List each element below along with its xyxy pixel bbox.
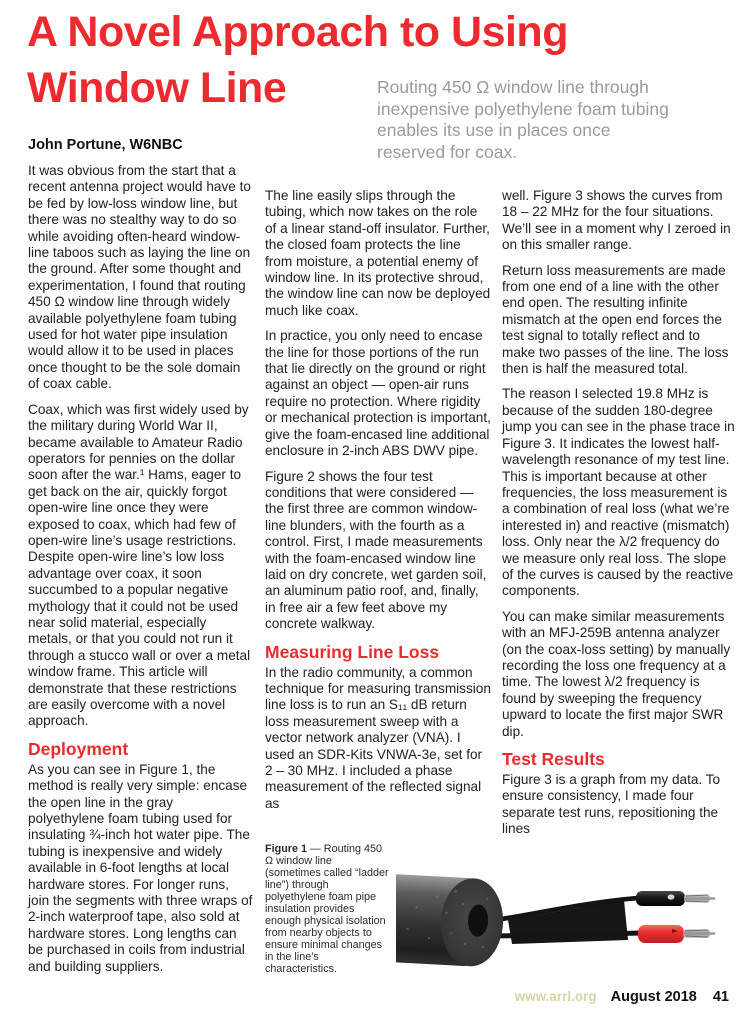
article-column-2 <box>265 188 491 821</box>
paragraph: Coax, which was first widely used by the military during World War II, became available to Amateur Radio operators for pennies on the dollar soon after the war.¹ Hams, eager to get back on the air, quickly forgot open-wire line once they were exposed to coax, which had few of open-wire line’s usage restrictions. Despite open-wire line’s low loss advantage over coax, it soon succumbed to a popular negative mythology that it could not be used near solid material, especially metals, or that you could not run it through a stucco wall or over a metal window frame. This article will demonstrate that these restrictions are easily overcome with a novel approach. <box>28 401 251 729</box>
section-heading-test-results: Test Results <box>502 749 605 769</box>
footer-page-number: 41 <box>712 989 729 1005</box>
article-column-1 <box>28 163 253 984</box>
paragraph: The line easily slips through the tubing, which now takes on the role of a linear stand-off insulator. Further, the closed foam protects the line from moisture, a potential enemy of window line. In its protective shroud, the window line can now be deployed much like coax. <box>265 188 491 318</box>
paragraph: It was obvious from the start that a recent antenna project would have to be fed by low-loss window line, but there was no stealthy way to do so while avoiding often-heard window-line taboos such as laying the line on the ground. After some thought and experimentation, I found that routing 450 Ω window line through widely available polyethylene foam tubing used for hot water pipe insulation would allow it to be used in places once thought to be the sole domain of coax cable. <box>28 163 251 392</box>
section-heading-measuring-line-loss: Measuring Line Loss <box>265 641 440 662</box>
paragraph: In the radio community, a common technique for measuring transmission line loss is to run an S₁₁ dB return loss measurement sweep with a vector network analyzer (VNA). I used an SDR-Kits VNWA-3e, set for 2 – 30 MHz. I included a phase measurement of the reflected signal as <box>265 664 491 811</box>
paragraph: Figure 3 is a graph from my data. To ensure consistency, I made four separate test runs, repositioning the lines <box>502 772 721 837</box>
paragraph: Return loss measurements are made from one end of a line with the other end open. The resulting infinite mismatch at the open end forces the test signal to totally reflect and to make two passes of the line. The loss then is half the measured total. <box>502 262 729 377</box>
paragraph: You can make similar measurements with an MFJ-259B antenna analyzer (on the coax-loss setting) by manually recording the loss one frequency at a time. The lowest λ/2 frequency is found by sweeping the frequency upward to locate the first major SWR dip. <box>502 608 731 739</box>
red-banana-plug <box>638 925 715 943</box>
article-title-line1: A Novel Approach to Using <box>27 8 568 56</box>
window-line <box>480 898 641 944</box>
figure1-caption-label: Figure 1 <box>265 843 307 855</box>
black-banana-plug <box>636 891 715 906</box>
figure1-caption-text: — Routing 450 Ω window line (sometimes called “ladder line”) through polyethylene foam pipe insulation provides enough physical isolation from nearby objects to ensure minimal changes in the line’s characteristics. <box>265 843 389 975</box>
foam-tube <box>396 874 505 968</box>
footer-issue-date: August 2018 <box>610 989 697 1005</box>
page-footer <box>515 989 729 1005</box>
paragraph: Figure 2 shows the four test conditions that were considered — the first three are common window-line blunders, with the fourth as a control. First, I made measurements with the foam-encased window line laid on dry concrete, wet garden soil, an aluminum patio roof, and, finally, in free air a few feet above my concrete walkway. <box>265 468 487 632</box>
paragraph: well. Figure 3 shows the curves from 18 – 22 MHz for the four situations. We’ll see in a moment why I zeroed in on this smaller range. <box>502 188 731 253</box>
article-byline: John Portune, W6NBC <box>28 137 183 153</box>
footer-url: www.arrl.org <box>514 989 597 1004</box>
article-title-line2: Window Line <box>27 64 287 112</box>
section-heading-deployment: Deployment <box>28 738 129 759</box>
article-deck: Routing 450 Ω window line through inexpensive polyethylene foam tubing enables its use in places once reserved for coax. <box>377 77 669 162</box>
paragraph: As you can see in Figure 1, the method is really very simple: encase the open line in the gray polyethylene foam tubing used for insulating ¾-inch hot water pipe. The tubing is inexpensive and widely available in 6-foot lengths at local hardware stores. For longer runs, join the segments with three wraps of 2-inch waterproof tape, also sold at hardware stores. Long lengths can be purchased in coils from industrial and building suppliers. <box>28 761 253 974</box>
paragraph: The reason I selected 19.8 MHz is because of the sudden 180-degree jump you can see in the phase trace in Figure 3. It indicates the lowest half-wavelength resonance of my test line. This is important because at other frequencies, the loss measurement is a combination of real loss (what we’re interested in) and reactive (mismatch) loss. Only near the λ/2 frequency do we measure only real loss. The slope of the curves is caused by the reactive components. <box>502 386 735 599</box>
article-column-3 <box>502 188 735 847</box>
paragraph: In practice, you only need to encase the line for those portions of the run that lie directly on the ground or right against an object — open-air runs require no protection. Where rigidity or mechanical protection is important, give the foam-encased line additional enclosure in 2-inch ABS DWV pipe. <box>265 328 491 459</box>
figure1-caption <box>265 843 389 975</box>
